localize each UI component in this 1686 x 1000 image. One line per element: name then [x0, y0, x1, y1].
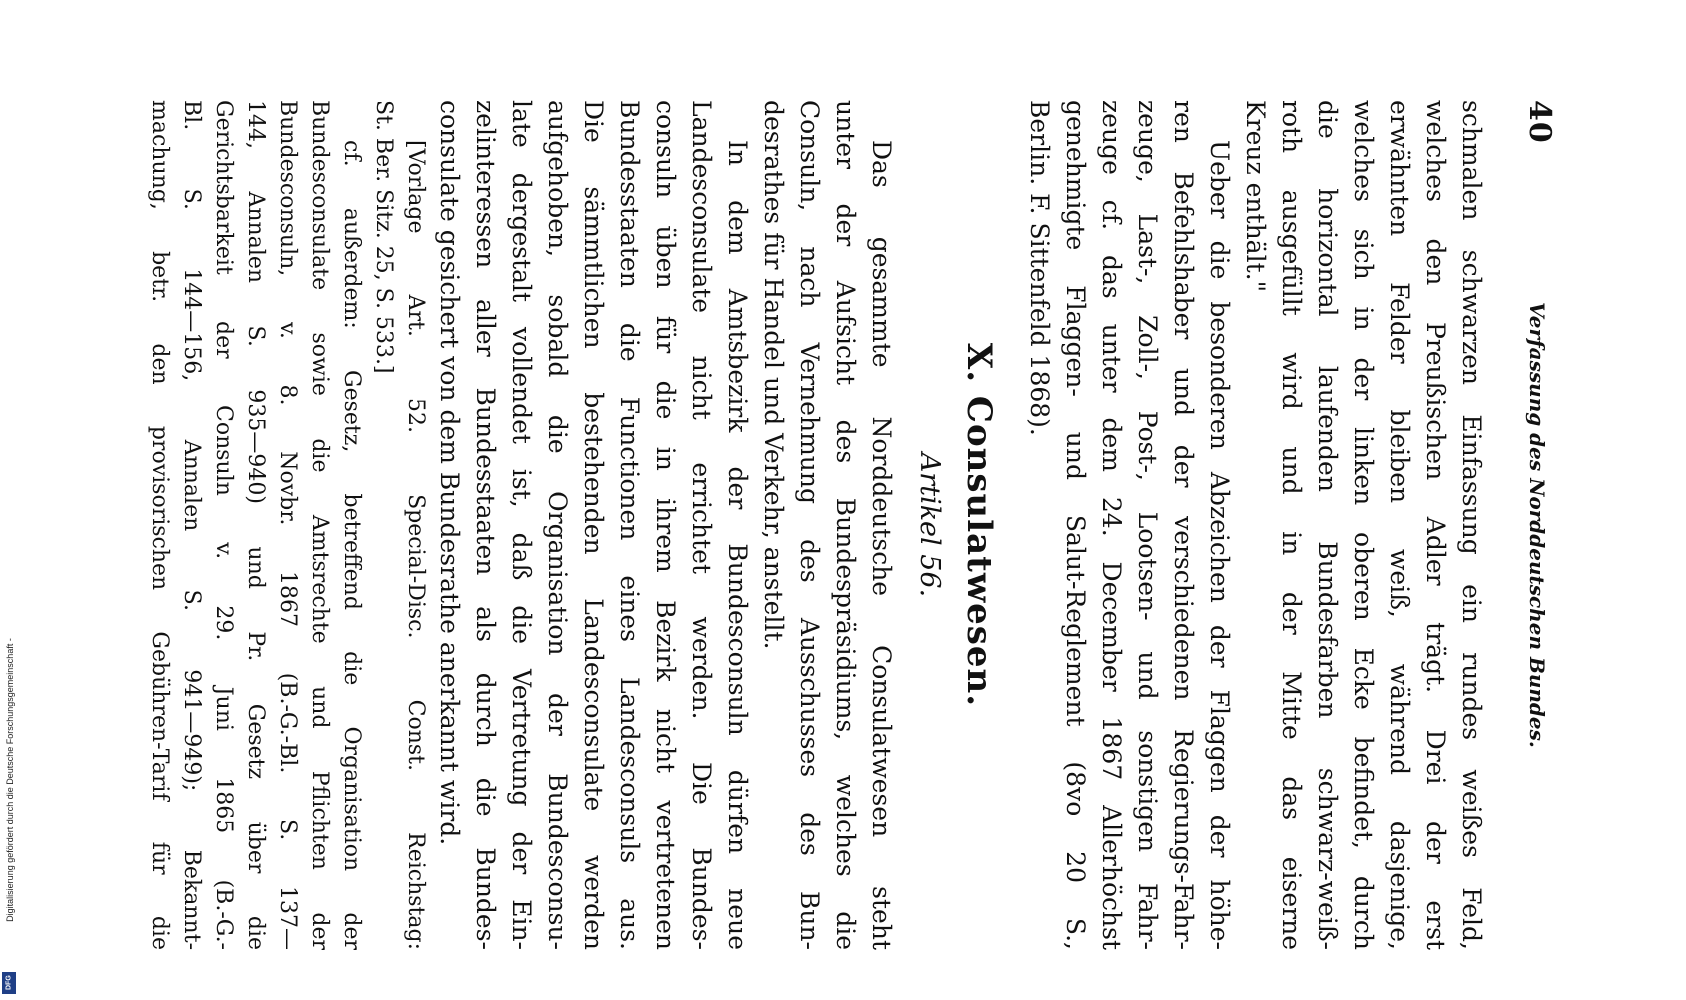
text-line: zeuge cf. das unter dem 24. December 1867 Allerhöchst [1097, 100, 1126, 950]
text-line: desrathes für Handel und Verkehr, anstellt. [759, 100, 788, 650]
text-line: Bundesstaaten die Functionen eines Landesconsuls aus. [615, 100, 644, 950]
article-paragraph-1 [755, 100, 899, 950]
text-line: erwähnten Felder bleiben weiß, während dasjenige, [1385, 100, 1414, 950]
text-line: consulate gesichert von dem Bundesrathe anerkannt wird. [435, 100, 464, 846]
article-heading: Artikel 56. [914, 452, 945, 598]
text-line: In dem Amtsbezirk der Bundesconsuln dürfen neue [723, 140, 752, 950]
section-heading: X. Consulatwesen. [959, 342, 999, 708]
text-line: unter der Aufsicht des Bundespräsidiums, welches die [831, 100, 860, 950]
text-line: die horizontal laufenden Bundesfarben schwarz-weiß- [1313, 100, 1342, 950]
text-line: Kreuz enthält." [1241, 100, 1270, 293]
page-number: 40 [1522, 100, 1557, 144]
text-line: [Vorlage Art. 52. Special-Disc. Const. Reichstag: [403, 140, 428, 950]
page-body [143, 100, 1489, 950]
text-line: Consuln, nach Vernehmung des Ausschusses des Bun- [795, 100, 824, 950]
cf-note [143, 100, 367, 950]
text-line: St. Ber. Sitz. 25, S. 533.] [371, 100, 396, 374]
continuation-paragraph [1237, 100, 1489, 950]
text-line: Landesconsulate nicht errichtet werden. Die Bundes- [687, 100, 716, 950]
text-line: genehmigte Flaggen- und Salut-Reglement (8vo 20 S., [1061, 100, 1090, 950]
flag-note-paragraph [1021, 100, 1237, 950]
margin-strip [0, 0, 20, 1000]
text-line: Berlin. F. Sittenfeld 1868). [1025, 100, 1054, 436]
text-line: Das gesammte Norddeutsche Consulatwesen steht [867, 140, 896, 950]
scanned-page [103, 100, 1563, 950]
running-head: Verfassung des Norddeutschen Bundes. [1525, 302, 1549, 748]
digitization-credit: Digitalisierung gefördert durch die Deutsche Forschungsgemeinschaft - [5, 638, 15, 922]
text-line: Bl. S. 144—156, Annalen S. 941—949); Bekannt- [179, 100, 204, 950]
article-paragraph-2 [431, 100, 755, 950]
text-line: cf. außerdem: Gesetz, betreffend die Organisation der [339, 140, 364, 950]
text-line: schmalen schwarzen Einfassung ein rundes weißes Feld, [1457, 100, 1486, 950]
reference-note [367, 100, 431, 950]
page-header [1513, 100, 1563, 950]
text-line: consuln üben für die in ihrem Bezirk nicht vertretenen [651, 100, 680, 950]
text-line: aufgehoben, sobald die Organisation der Bundesconsu- [543, 100, 572, 950]
text-line: zeuge, Last-, Zoll-, Post-, Lootsen- und sonstigen Fahr- [1133, 100, 1162, 950]
text-line: Ueber die besonderen Abzeichen der Flaggen der höhe- [1205, 140, 1234, 950]
text-line: ren Befehlshaber und der verschiedenen Regierungs-Fahr- [1169, 100, 1198, 950]
text-line: welches sich in der linken oberen Ecke befindet, durch [1349, 100, 1378, 950]
text-line: machung, betr. den provisorischen Gebühren-Tarif für die [147, 100, 172, 950]
dfg-logo: DFG [2, 972, 16, 994]
text-line: late dergestalt vollendet ist, daß die Vertretung der Ein- [507, 100, 536, 950]
text-line: Bundesconsulate sowie die Amtsrechte und Pflichten der [307, 100, 332, 950]
text-line: Gerichtsbarkeit der Consuln v. 29. Juni 1865 (B.-G.- [211, 100, 236, 950]
text-line: roth ausgefüllt wird und in der Mitte das eiserne [1277, 100, 1306, 950]
text-line: 144, Annalen S. 935—940) und Pr. Gesetz über die [243, 100, 268, 950]
text-line: zelinteressen aller Bundesstaaten als durch die Bundes- [471, 100, 500, 950]
text-line: welches den Preußischen Adler trägt. Drei der erst [1421, 100, 1450, 950]
text-line: Bundesconsuln, v. 8. Novbr. 1867 (B.-G.-Bl. S. 137— [275, 100, 300, 950]
text-line: Die sämmtlichen bestehenden Landesconsulate werden [579, 100, 608, 950]
